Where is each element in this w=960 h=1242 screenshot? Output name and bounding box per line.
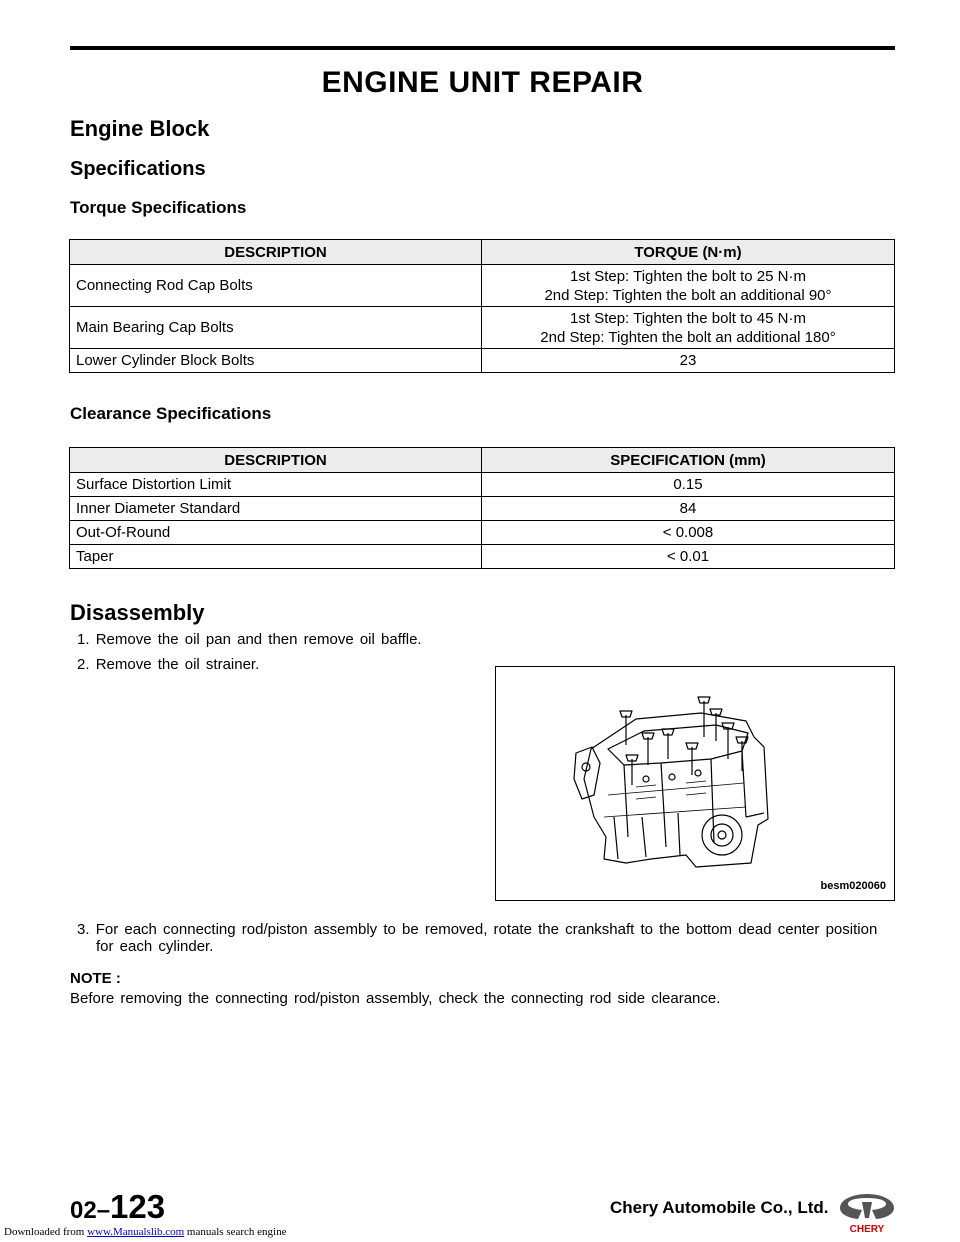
value-line: 2nd Step: Tighten the bolt an additional 90°: [544, 286, 832, 304]
row-value: 84: [482, 497, 895, 521]
table-row: [70, 545, 895, 569]
header-torque: TORQUE (N·m): [482, 240, 895, 265]
disassembly-heading: Disassembly: [70, 600, 205, 625]
table-row: [70, 521, 895, 545]
value-line: 2nd Step: Tighten the bolt an additional 180°: [540, 328, 836, 346]
clearance-heading: Clearance Specifications: [70, 404, 272, 423]
step-text: For each connecting rod/piston assembly to be removed, rotate the crankshaft to the bottom dead center position: [95, 921, 878, 938]
chery-logo-icon: [836, 1192, 898, 1236]
step-text: Remove the oil pan and then remove oil baffle.: [95, 631, 422, 648]
table-row: [70, 349, 895, 373]
header-description: DESCRIPTION: [70, 448, 482, 473]
row-value: [482, 265, 895, 307]
download-suffix: manuals search engine: [184, 1226, 287, 1238]
manualslib-link[interactable]: www.Manualslib.com: [87, 1226, 185, 1238]
step-number: 3.: [77, 921, 90, 938]
logo-text: CHERY: [849, 1224, 885, 1235]
header-specification: SPECIFICATION (mm): [482, 448, 895, 473]
step-3-continued: [96, 937, 213, 956]
row-value: [482, 307, 895, 349]
row-description: Main Bearing Cap Bolts: [70, 307, 482, 349]
row-description: Taper: [70, 545, 482, 569]
header-description: DESCRIPTION: [70, 240, 482, 265]
step-number: 1.: [77, 631, 90, 648]
step-2: [77, 655, 259, 674]
step-1: [77, 630, 422, 649]
row-value: < 0.008: [482, 521, 895, 545]
torque-table: [69, 239, 895, 373]
row-description: Lower Cylinder Block Bolts: [70, 349, 482, 373]
table-header-row: [70, 240, 895, 265]
company-name: Chery Automobile Co., Ltd.: [610, 1198, 829, 1217]
download-notice: [4, 1226, 286, 1238]
table-row: [70, 265, 895, 307]
table-row: [70, 497, 895, 521]
page-prefix: 02–: [70, 1197, 111, 1224]
row-description: Out-Of-Round: [70, 521, 482, 545]
top-rule: [70, 46, 895, 50]
page-number-value: 123: [110, 1188, 166, 1225]
page-number: [70, 1188, 165, 1226]
clearance-table: [69, 447, 895, 569]
note-text: Before removing the connecting rod/piston assembly, check the connecting rod side clearance.: [70, 990, 721, 1007]
step-text: Remove the oil strainer.: [95, 656, 260, 673]
row-description: Inner Diameter Standard: [70, 497, 482, 521]
value-line: 1st Step: Tighten the bolt to 45 N·m: [570, 309, 806, 327]
section-title: Engine Block: [70, 116, 210, 141]
table-header-row: [70, 448, 895, 473]
figure-label: besm020060: [820, 880, 886, 892]
table-row: [70, 473, 895, 497]
specifications-heading: Specifications: [70, 158, 206, 180]
row-value: < 0.01: [482, 545, 895, 569]
row-value: 0.15: [482, 473, 895, 497]
row-value: 23: [482, 349, 895, 373]
engine-block-drawing-icon: [496, 667, 894, 900]
note-title: NOTE :: [70, 970, 121, 987]
engine-block-figure: [495, 666, 895, 901]
row-description: Surface Distortion Limit: [70, 473, 482, 497]
step-number: 2.: [77, 656, 90, 673]
download-prefix: Downloaded from: [4, 1226, 88, 1238]
step-text: for each cylinder.: [96, 938, 214, 955]
row-description: Connecting Rod Cap Bolts: [70, 265, 482, 307]
value-line: 1st Step: Tighten the bolt to 25 N·m: [570, 267, 806, 285]
table-row: [70, 307, 895, 349]
page-title: ENGINE UNIT REPAIR: [321, 66, 644, 99]
torque-heading: Torque Specifications: [70, 198, 247, 217]
chery-logo: [836, 1192, 898, 1241]
